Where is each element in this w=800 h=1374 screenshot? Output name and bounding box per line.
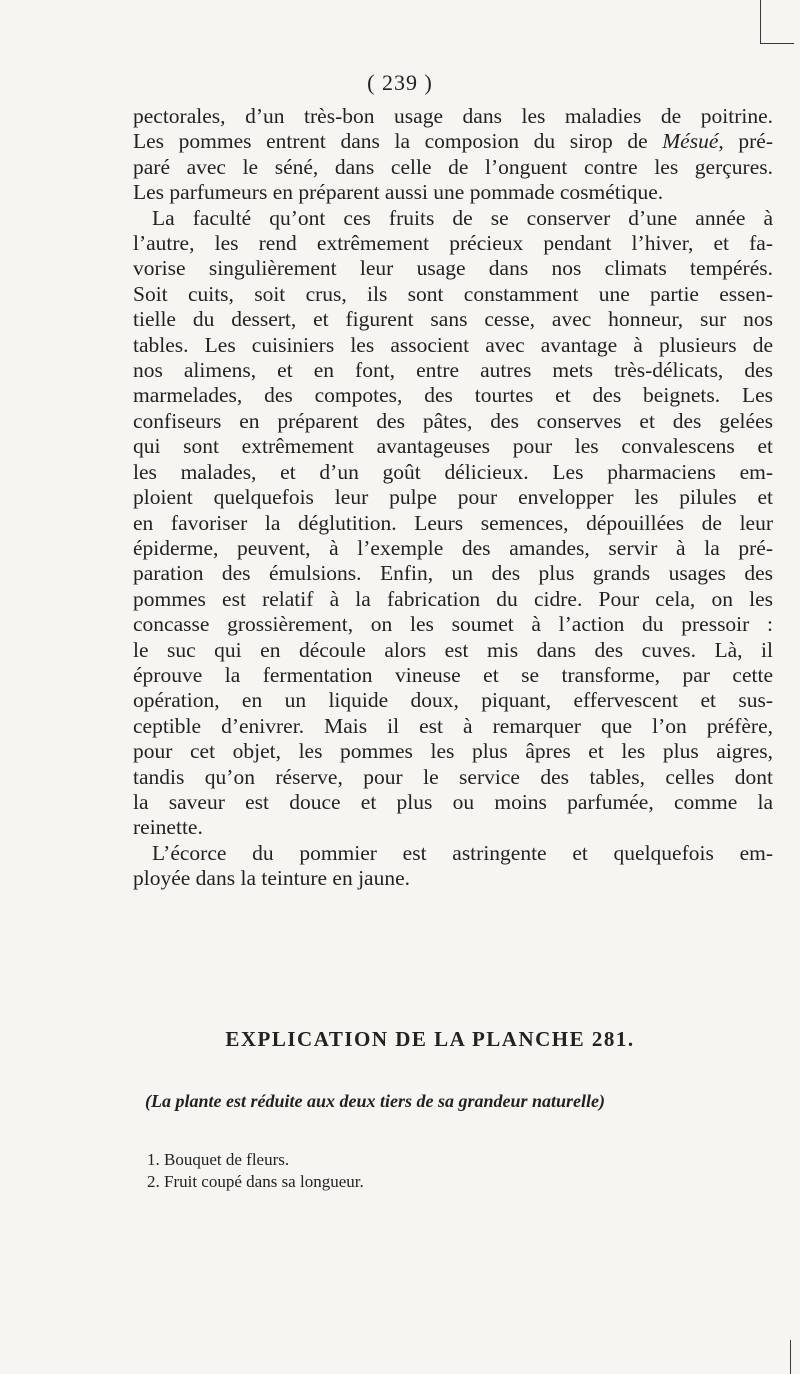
text-line: Les parfumeurs en préparent aussi une pommade cosmétique.	[133, 180, 664, 205]
text-line: paré avec le séné, dans celle de l’onguent contre les gerçures.	[133, 154, 773, 179]
text-line: épiderme, peuvent, à l’exemple des amandes, servir à la pré-	[133, 535, 773, 560]
legend-item: 1. Bouquet de fleurs.	[147, 1150, 290, 1169]
text-line: qui sont extrêmement avantageuses pour les convalescens et	[133, 434, 773, 459]
text-line: L’écorce du pommier est astringente et quelquefois em-	[152, 840, 773, 865]
text-line: en favoriser la déglutition. Leurs semences, dépouillées de leur	[133, 510, 773, 535]
text-line: La faculté qu’ont ces fruits de se conserver d’une année à	[152, 205, 773, 230]
legend	[147, 1149, 647, 1193]
page-number: ( 239 )	[367, 70, 433, 95]
text-line: vorise singulièrement leur usage dans nos climats tempérés.	[133, 256, 773, 281]
text-line: tables. Les cuisiniers les associent avec avantage à plusieurs de	[133, 332, 773, 357]
text-line: ploient quelquefois leur pulpe pour envelopper les pilules et	[133, 485, 773, 510]
text-fragment: , pré-	[718, 129, 773, 154]
explication-title: EXPLICATION DE LA PLANCHE 281.	[225, 1027, 635, 1051]
text-line: marmelades, des compotes, des tourtes et des beignets. Les	[133, 383, 773, 408]
scale-note: (La plante est réduite aux deux tiers de sa grandeur naturelle)	[145, 1091, 606, 1111]
text-line: tandis qu’on réserve, pour le service des tables, celles dont	[133, 764, 773, 789]
text-line: confiseurs en préparent des pâtes, des conserves et des gelées	[133, 408, 773, 433]
text-line	[133, 129, 773, 154]
text-line: la saveur est douce et plus ou moins parfumée, comme la	[133, 789, 773, 814]
text-line: tielle du dessert, et figurent sans cesse, avec honneur, sur nos	[133, 307, 773, 332]
text-line: paration des émulsions. Enfin, un des plus grands usages des	[133, 561, 773, 586]
text-line: les malades, et d’un goût délicieux. Les pharmaciens em-	[133, 459, 773, 484]
text-line: ceptible d’enivrer. Mais il est à remarquer que l’on préfère,	[133, 713, 773, 738]
text-line: pommes est relatif à la fabrication du cidre. Pour cela, on les	[133, 586, 773, 611]
text-line: concasse grossièrement, on les soumet à l’action du pressoir :	[133, 612, 773, 637]
text-line: l’autre, les rend extrêmement précieux pendant l’hiver, et fa-	[133, 231, 773, 256]
text-line: éprouve la fermentation vineuse et se transforme, par cette	[133, 662, 773, 687]
text-line: reinette.	[133, 815, 203, 840]
text-line: pectorales, d’un très-bon usage dans les maladies de poitrine.	[133, 104, 773, 128]
text-line: nos alimens, et en font, entre autres mets très-délicats, des	[133, 358, 773, 383]
text-line: pour cet objet, les pommes les plus âpres et les plus aigres,	[133, 739, 773, 764]
page-edge-mark	[760, 0, 761, 44]
legend-item: 2. Fruit coupé dans sa longueur.	[147, 1172, 364, 1191]
text-fragment: Les pommes entrent dans la composion du sirop de	[133, 129, 663, 154]
text-line: ployée dans la teinture en jaune.	[133, 866, 411, 891]
page-edge-mark	[790, 1340, 791, 1374]
text-line: Soit cuits, soit crus, ils sont constamment une partie essen-	[133, 281, 773, 306]
text-line: opération, en un liquide doux, piquant, effervescent et sus-	[133, 688, 773, 713]
page-edge-mark	[760, 43, 794, 44]
italic-name: Mésué	[662, 129, 719, 154]
text-line: le suc qui en découle alors est mis dans des cuves. Là, il	[133, 637, 773, 662]
body-text	[133, 104, 773, 892]
